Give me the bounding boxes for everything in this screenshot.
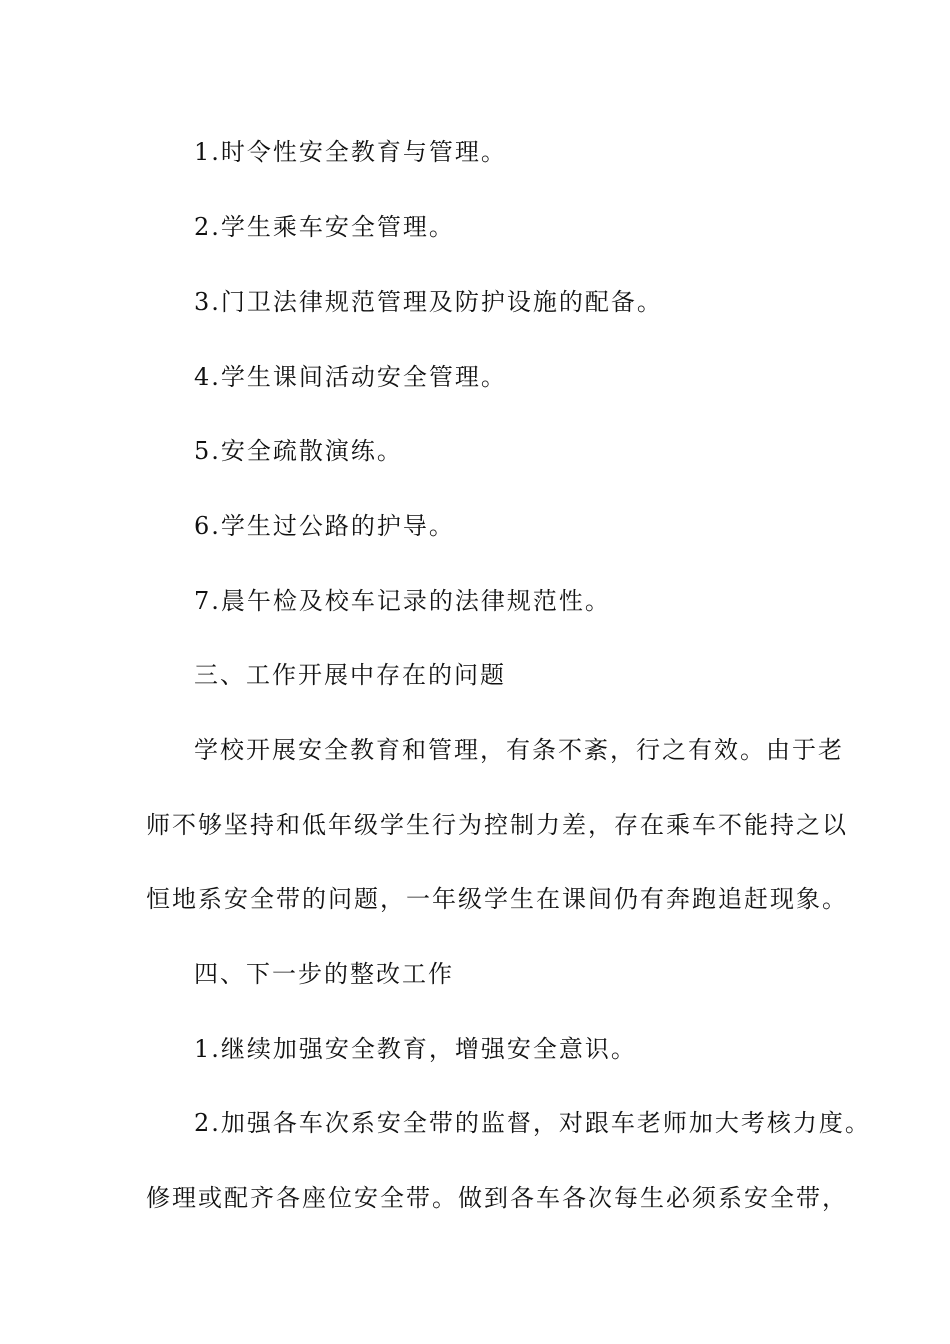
list-item-seatbelt-supervision: 2.加强各车次系安全带的监督，对跟车老师加大考核力度。 (194, 1109, 871, 1137)
list-item-break-activity: 4.学生课间活动安全管理。 (194, 363, 507, 391)
paragraph-line: 修理或配齐各座位安全带。做到各车各次每生必须系安全带， (146, 1184, 848, 1212)
list-item-road-crossing: 6.学生过公路的护导。 (194, 512, 455, 540)
paragraph-line: 师不够坚持和低年级学生行为控制力差，存在乘车不能持之以 (146, 811, 848, 839)
list-item-evacuation-drill: 5.安全疏散演练。 (194, 437, 403, 465)
section-heading-problems: 三、工作开展中存在的问题 (194, 661, 506, 689)
paragraph-line: 恒地系安全带的问题，一年级学生在课间仍有奔跑追赶现象。 (146, 885, 848, 913)
list-item-gate-management: 3.门卫法律规范管理及防护设施的配备。 (194, 288, 663, 316)
list-item-seasonal-safety: 1.时令性安全教育与管理。 (194, 138, 507, 166)
list-item-strengthen-education: 1.继续加强安全教育，增强安全意识。 (194, 1035, 637, 1063)
section-heading-next-steps: 四、下一步的整改工作 (194, 960, 454, 988)
list-item-health-check: 7.晨午检及校车记录的法律规范性。 (194, 587, 611, 615)
paragraph-line: 学校开展安全教育和管理，有条不紊，行之有效。由于老 (194, 736, 844, 764)
list-item-bus-safety: 2.学生乘车安全管理。 (194, 213, 455, 241)
